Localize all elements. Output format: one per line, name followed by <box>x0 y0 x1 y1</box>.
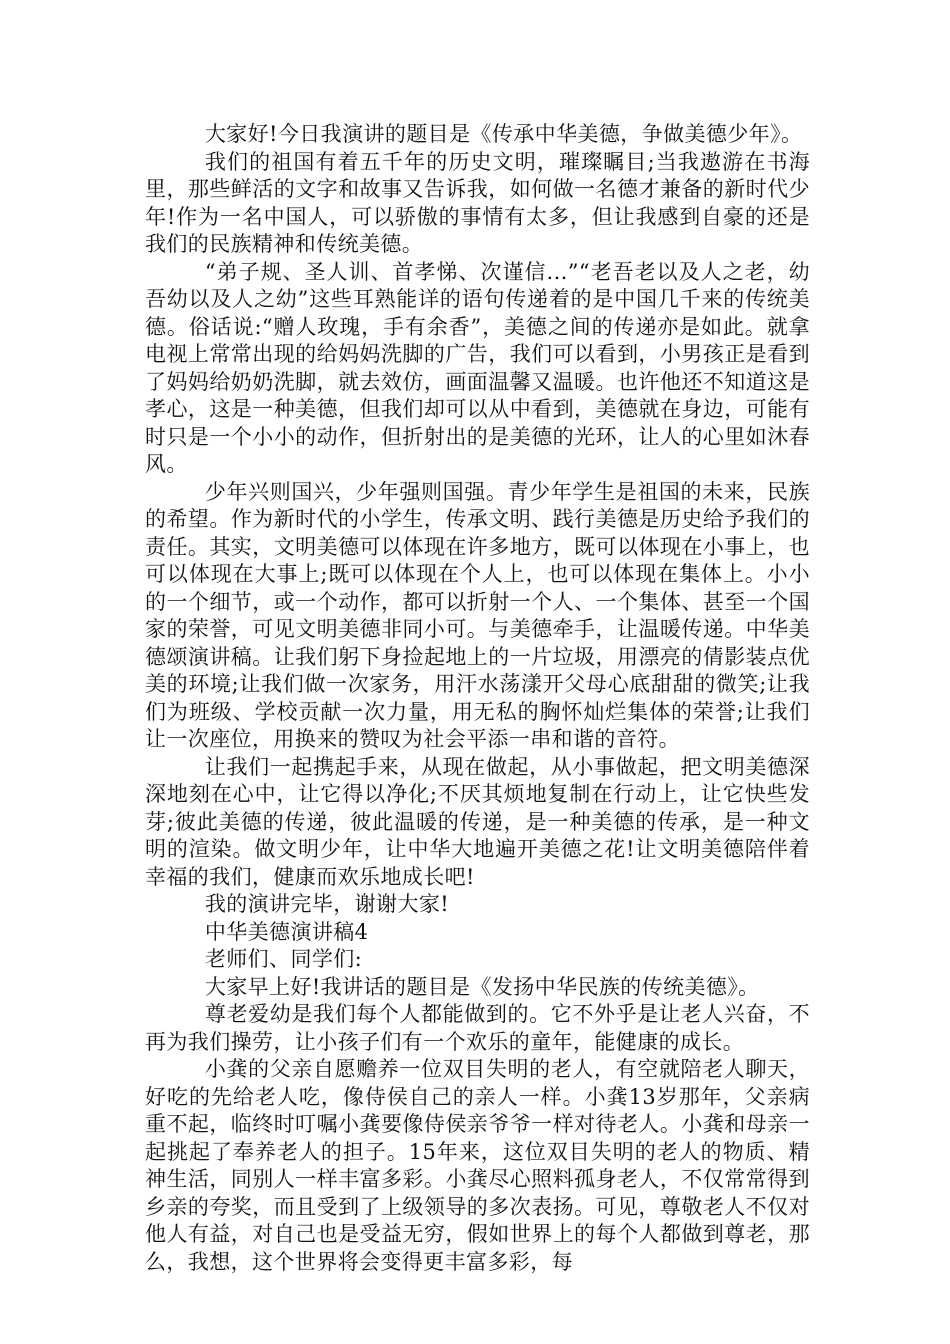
document-body <box>145 121 810 1276</box>
paragraph-history: 我们的祖国有着五千年的历史文明，璀璨瞩目;当我遨游在书海里，那些鲜活的文字和故事又告诉我，如何做一名德才兼备的新时代少年!作为一名中国人，可以骄傲的事情有太多，但让我感到自豪的还是我们的民族精神和传统美德。 <box>145 149 810 256</box>
paragraph-tradition: “弟子规、圣人训、首孝悌、次谨信...”“老吾老以及人之老，幼吾幼以及人之幼”这些耳熟能详的语句传递着的是中国几千来的传统美德。俗话说:“赠人玫瑰，手有余香”，美德之间的传递亦是如此。就拿电视上常常出现的给妈妈洗脚的广告，我们可以看到，小男孩正是看到了妈妈给奶奶洗脚，就去效仿，画面温馨又温暖。也许他还不知道这是孝心，这是一种美德，但我们却可以从中看到，美德就在身边，可能有时只是一个小小的动作，但折射出的是美德的光环，让人的心里如沐春风。 <box>145 259 810 476</box>
salutation: 老师们、同学们: <box>204 947 363 971</box>
paragraph-action: 让我们一起携起手来，从现在做起，从小事做起，把文明美德深深地刻在心中，让它得以净化;不厌其烦地复制在行动上，让它快些发芽;彼此美德的传递，彼此温暖的传递，是一种美德的传承，是一种文明的渲染。做文明少年，让中华大地遍开美德之花!让文明美德陪伴着幸福的我们，健康而欢乐地成长吧! <box>145 754 810 889</box>
paragraph-greeting: 大家早上好!我讲话的题目是《发扬中华民族的传统美德》。 <box>204 974 760 999</box>
paragraph-youth: 少年兴则国兴，少年强则国强。青少年学生是祖国的未来，民族的希望。作为新时代的小学生，传承文明、践行美德是历史给予我们的责任。其实，文明美德可以体现在许多地方，既可以体现在小事上，也可以体现在大事上;既可以体现在个人上，也可以体现在集体上。小小的一个细节，或一个动作，都可以折射一个人、一个集体、甚至一个国家的荣誉，可见文明美德非同小可。与美德牵手，让温暖传递。中华美德颂演讲稿。让我们躬下身捡起地上的一片垃圾，用漂亮的倩影装点优美的环境;让我们做一次家务，用汗水荡漾开父母心底甜甜的微笑;让我们为班级、学校贡献一次力量，用无私的胸怀灿烂集体的荣誉;让我们让一次座位，用换来的赞叹为社会平添一串和谐的音符。 <box>145 479 810 751</box>
paragraph-closing: 我的演讲完毕，谢谢大家! <box>204 892 450 916</box>
paragraph-intro: 大家好!今日我演讲的题目是《传承中华美德，争做美德少年》。 <box>204 122 803 146</box>
paragraph-story: 小龚的父亲自愿赡养一位双目失明的老人，有空就陪老人聊天，好吃的先给老人吃，像侍侯自己的亲人一样。小龚13岁那年，父亲病重不起，临终时叮嘱小龚要像侍侯亲爷爷一样对待老人。小龚和母亲一起挑起了奉养老人的担子。15年来，这位双目失明的老人的物质、精神生活，同别人一样丰富多彩。小龚尽心照料孤身老人，不仅常常得到乡亲的夸奖，而且受到了上级领导的多次表扬。可见，尊敬老人不仅对他人有益，对自己也是受益无穷，假如世界上的每个人都做到尊老，那么，我想，这个世界将会变得更丰富多彩，每 <box>145 1057 810 1274</box>
section-heading: 中华美德演讲稿4 <box>204 919 369 944</box>
paragraph-respect: 尊老爱幼是我们每个人都能做到的。它不外乎是让老人兴奋，不再为我们操劳，让小孩子们有一个欢乐的童年，能健康的成长。 <box>145 1002 810 1054</box>
